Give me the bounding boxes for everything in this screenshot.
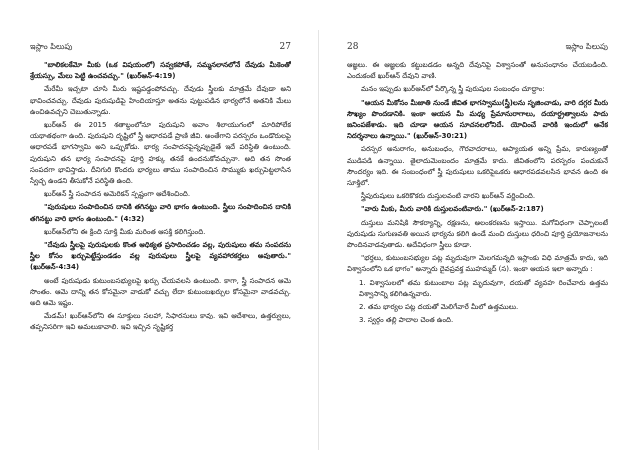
paragraph: "బాలికలకేమో మీకు (ఒక విషయంలో) సవ్వకపోతే, సమ్మనలానలోనే దేవుడు మీకెంతో శ్రేయస్సు, మేలు పెట్టి ఉంచవచ్చు." (ఖుర్‌ఆన్-4:19) (30, 61, 291, 81)
paragraph: "ఆయన మీకోసం మీజాతి నుండే జీవిత భాగస్వాము(స్త్రీ)లను సృజించాడు, వారి దగ్గర మీరు సౌఖ్యం పొందడానికి. ఇంకా ఆయన మీ మధ్య ప్రేమానురాగాలు, దయార్ద్రత్వాలను పాదు జనింపజేశాడు. ఇది చూడా ఆయన సూచనలలోనిదే. యోచించే వారికి ఇందులో అనేక నిదర్శనాలు ఉన్నాయి." (ఖుర్‌ఆన్-30:21) (347, 98, 608, 141)
paragraph: మేరేమీ ఇచ్చటా చూసి మీరు ఇష్టపడ్డంపోవచ్చు. దేవుడు స్త్రీలకు మాత్రమే దేవుడా అని భావించవచ్చు. దేవుడు పురుషుడిపై హిందియాస్తూ అతను పుట్టుపడిన భార్యలోనే అతనికి మేలు ఉంచిఉవచ్చని చెబుతున్నాడు. (30, 85, 291, 116)
right-page-body (347, 60, 608, 445)
paragraph: స్త్రీపురుషులు ఒకరికొకరు దుస్తులవంటి వారని ఖుర్‌ఆన్ వర్ణించింది. (361, 192, 536, 201)
right-page (319, 0, 638, 451)
paragraph: అంటే పురుషుడు కుటుంబసభ్యులపై ఖర్చు చేయవలసి ఉంటుంది. కాగా, స్త్రీ సంపాదన ఆమె సొంతం. ఆమె దాన్ని తన కోసమైనా వాడుకో వచ్చు లేదా కుటుంబఖర్చుల కోసమైనా వాడవచ్చు. అది ఆమె ఇష్టం. (30, 276, 291, 308)
list-item: 1. విశ్వాసులలో తమ కుటుంబాల పట్ల మృదువుగా, దయతో వ్యవహ రించేవారు ఉత్తమ విశ్వాసాన్ని కలిగిఉన్నవారు. (359, 278, 608, 298)
paragraph: ఖుర్‌ఆన్ స్త్రీ సంపాదన అమెరికన్ స్పష్టంగా ఆదేశించింది. (44, 190, 191, 199)
paragraph: "వారు మీకు, మీరు వారికి దుస్తులవంటివారు." (ఖుర్‌ఆన్-2:187) (361, 205, 544, 214)
right-page-number: 28 (347, 42, 359, 52)
paragraph: మేడమ్! ఖుర్‌ఆన్‌లోని ఈ సూక్తులు సలహా, సిఫారసులు కావు. ఇవి ఆదేశాలు, ఉత్తర్వులు, తప్పనిసరిగా ఇవి అమలుకావాలి. ఇవి ఇచ్చిన సృష్టికర్త (30, 312, 291, 332)
right-page-header (347, 42, 608, 53)
paragraph: ఖుర్‌ఆన్ ఈ 2015 శతాబ్దంలోనూ పురుషుని అవాం శిలాయుగంలో మారిపోలేక యథాతథంగా ఉంది. పురుషుని దృష్టిలో స్త్రీ ఆధారపడే ప్రాణి జీవి. అంతేగాని పరస్పరం ఒండొరులపై ఆధారపడే భాగస్వామి అని ఒప్పుకోడు. భార్య సంపాదనపైన్నప్పుడైతే ఇదే పరిస్థితి ఉంటుంది. పురుషుని తన భార్య సంపాదనపై పూర్తి హక్కు తనకే ఉందనుకోవచ్చునా. అది తన సొంత సంపదగా భావిస్తాడు. దీనిగురి కొందరు భార్యలు తాము సంపాదించిన సొమ్ముకు ఖర్చుపెట్టలాసిన స్వేచ్ఛ ఉండని తీసుకోనే పరిస్థితి ఉంది. (30, 121, 291, 186)
paragraph: "భర్తలు, కుటుంబసభ్యుల పట్ల మృదువుగా మెలగమన్నది ఇస్లాంకు విధి మాత్రమే కాదు, ఇది విశ్వాసంలోని ఒక భాగం" అన్నారు దైవప్రవక్త ముహమ్మద్ (స). ఇంకా ఆయన ఇలా అన్నారు : (347, 254, 608, 274)
left-running-title: ఇస్లాం పిలుపు (30, 42, 73, 51)
paragraph: పరస్పర అనురాగం, అనుబంధం, గౌరవాదరాలు, ఆప్యాయత అన్ని ప్రేమ, కారుణ్యంతో ముడిపడి ఉన్నాయి. తైలాదుమెంబందం మాత్రమే కాదు. జీవితంలోని పరస్పరం పంచుకునే సౌందర్యం ఇది. ఈ సంబంధంలో స్త్రీ పురుషులు ఒకరిపైఒకరు ఆధారపడవలసిన భావన ఉంది ఈ సూక్తిలో. (347, 145, 608, 188)
list-item: 3. స్వర్గం తల్లి పాదాల చెంత ఉంది. (359, 316, 454, 325)
left-page-body (30, 60, 291, 445)
paragraph: మనం ఇప్పుడు ఖుర్‌ఆన్‌లో పేర్కొన్న స్త్రీ పురుషుల సంబంధం చూద్దాం: (361, 85, 545, 94)
left-page-number: 27 (279, 42, 291, 52)
paragraph: "దేవుడు స్త్రీలపై పురుషులకు కొంత ఆధిక్యత ప్రసాదించడం వల్ల, పురుషులు తమ సంపదను స్త్రీల కోసం ఖర్చుపెట్టేస్తుండడం వల్ల పురుషులు స్త్రీలపై వ్యవహారకర్తలు అవుతారు." (ఖుర్‌ఆన్-4:34) (30, 241, 291, 272)
paragraph: ఆజ్ఞలు. ఈ ఆజ్ఞలకు కట్టుబడడం అన్నది దేవునిపై విశ్వాసంతో అనుసంధానం చేయబడింది. ఎందుకంటే ఖుర్‌ఆన్ దేవుని వాణి. (347, 61, 608, 81)
paragraph: ఖుర్‌ఆన్‌లోని ఈ క్రింది సూక్తి మీకు మరింత ఆసక్తి కలిగిస్తుంది. (44, 227, 206, 236)
left-page-header (30, 42, 291, 53)
paragraph: దుస్తులు మనిషికి సౌకర్యాన్ని, రక్షణను, అలంకరణను ఇస్తాయి. మగోవిధంగా చెప్పాలంటే పురుషుడు సుగుణవతి అయిన భార్యను కలిగి ఉండే మంచి దుస్తులు ధరించి పూర్తి ప్రయోజనాలను పొందినవాడవుతాడు. అదేవిధంగా స్త్రీలు కూడా. (347, 218, 608, 250)
list-item: 2. తమ భార్యల పట్ల దయతో మెలిగేవారే మీలో ఉత్తములు. (359, 303, 519, 312)
right-running-title: ఇస్లాం పిలుపు (565, 42, 608, 51)
paragraph: "పురుషులు సంపాదించిన దానికి తగినట్టు వారి భాగం ఉంటుంది. స్త్రీలు సంపాదించిన దానికి తగినట్టు వారి భాగం ఉంటుంది." (4:32) (30, 203, 291, 223)
